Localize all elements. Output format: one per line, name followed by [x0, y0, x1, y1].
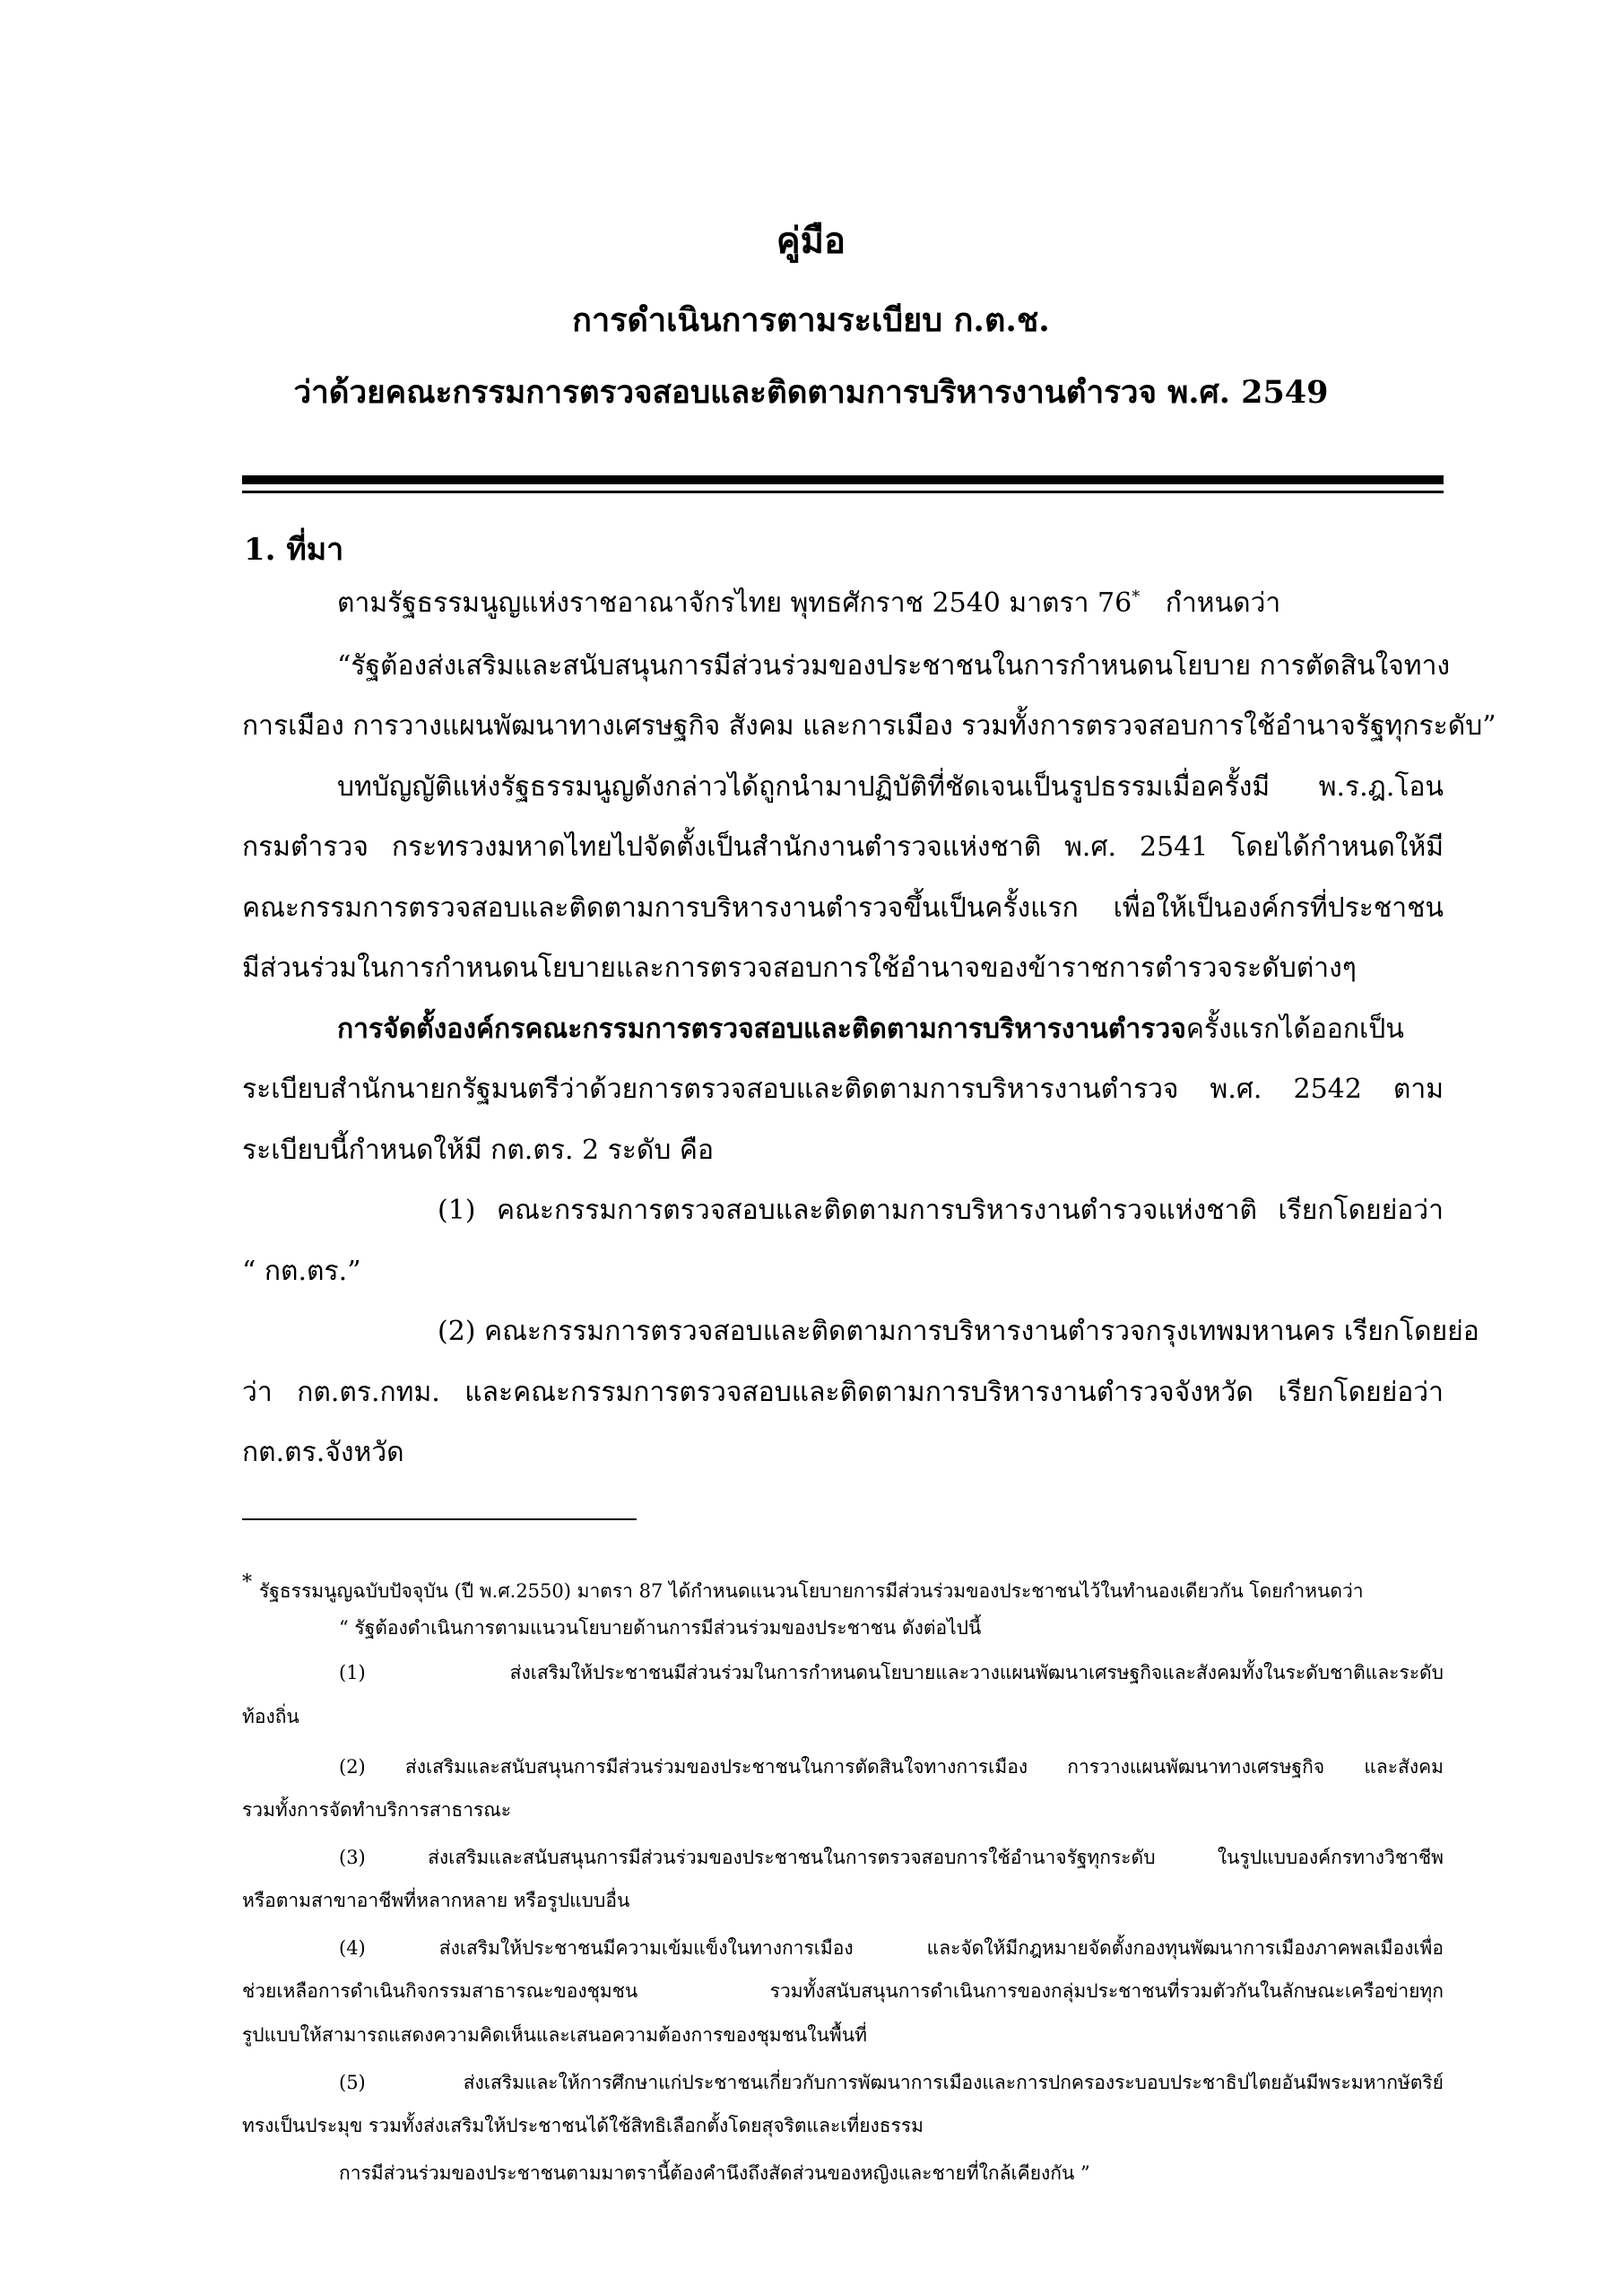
footnote-separator [242, 1518, 637, 1520]
footnote-mark: * [242, 1571, 252, 1594]
paragraph-line: “ กต.ตร.” [242, 1256, 361, 1287]
line-text: “รัฐต้องส่งเสริมและสนับสนุนการมีส่วนร่วมของประชาชนในการกำหนดนโยบาย การตัดสินใจทาง [337, 650, 1451, 682]
footnote-line [339, 1753, 1444, 1780]
paragraph-line: ว่า กต.ตร.กทม. และคณะกรรมการตรวจสอบและติดตามการบริหารงานตำรวจจังหวัด เรียกโดยย่อว่า [242, 1377, 1444, 1408]
footnote-line [339, 2069, 1444, 2096]
line-text: (4) ส่งเสริมให้ประชาชนมีความเข้มแข็งในทางการเมือง และจัดให้มีกฎหมายจัดตั้งกองทุนพัฒนาการเมืองภาคพลเมืองเพื่อ [339, 1937, 1444, 1959]
line-text: (2) ส่งเสริมและสนับสนุนการมีส่วนร่วมของประชาชนในการตัดสินใจทางการเมือง การวางแผนพัฒนาทางเศรษฐกิจ และสังคม [339, 1756, 1444, 1778]
footnote-line [339, 1844, 1444, 1871]
paragraph-line: การเมือง การวางแผนพัฒนาทางเศรษฐกิจ สังคม และการเมือง รวมทั้งการตรวจสอบการใช้อำนาจรัฐทุกระดับ” [242, 710, 1496, 742]
paragraph-line [337, 648, 1451, 684]
paragraph-line: กต.ตร.จังหวัด [242, 1437, 404, 1468]
list-item [438, 1193, 1444, 1229]
footnote-line: รูปแบบให้สามารถแสดงความคิดเห็นและเสนอความต้องการของชุมชนในพื้นที่ [242, 2024, 867, 2046]
line-text: (5) ส่งเสริมและให้การศึกษาแก่ประชาชนเกี่ยวกับการพัฒนาการเมืองและการปกครองระบอบประชาธิปไตยอันมีพระมหากษัตริย์ [339, 2072, 1444, 2093]
line-text: รัฐธรรมนูญฉบับปัจจุบัน (ปี พ.ศ.2550) มาตรา 87 ได้กำหนดแนวนโยบายการมีส่วนร่วมของประชาชนไว้ในทำนองเดียวกัน โดยกำหนดว่า [259, 1580, 1364, 1602]
document-title: คู่มือ [776, 220, 846, 262]
footnote-line [339, 1935, 1444, 1961]
document-subtitle: การดำเนินการตามระเบียบ ก.ต.ช. [572, 301, 1050, 339]
paragraph-line [337, 770, 1444, 805]
paragraph-line: คณะกรรมการตรวจสอบและติดตามการบริหารงานตำรวจขึ้นเป็นครั้งแรก เพื่อให้เป็นองค์กรที่ประชาชน [242, 892, 1444, 924]
line-text: กำหนดว่า [1165, 587, 1281, 619]
footnote-line: รวมทั้งการจัดทำบริการสาธารณะ [242, 1799, 512, 1821]
header-rule-thin [242, 491, 1444, 493]
footnote-line [242, 1570, 1453, 1605]
section-heading: 1. ที่มา [244, 532, 344, 568]
line-text: ครั้งแรกได้ออกเป็น [1185, 1013, 1404, 1045]
footnote-line: การมีส่วนร่วมของประชาชนตามมาตรานี้ต้องคำนึงถึงสัดส่วนของหญิงและชายที่ใกล้เคียงกัน ” [339, 2162, 1090, 2184]
paragraph-line: มีส่วนร่วมในการกำหนดนโยบายและการตรวจสอบการใช้อำนาจของข้าราชการตำรวจระดับต่างๆ [242, 952, 1357, 984]
line-text: บทบัญญัติแห่งรัฐธรรมนูญดังกล่าวได้ถูกนำมาปฏิบัติที่ชัดเจนเป็นรูปธรรมเมื่อครั้งมี พ.ร.ฎ.โอน [337, 771, 1444, 803]
document-subtitle-2: ว่าด้วยคณะกรรมการตรวจสอบและติดตามการบริหารงานตำรวจ พ.ศ. 2549 [293, 374, 1329, 411]
bold-phrase: การจัดตั้งองค์กรคณะกรรมการตรวจสอบและติดตามการบริหารงานตำรวจ [337, 1013, 1186, 1045]
paragraph-line: กรมตำรวจ กระทรวงมหาดไทยไปจัดตั้งเป็นสำนักงานตำรวจแห่งชาติ พ.ศ. 2541 โดยได้กำหนดให้มี [242, 831, 1444, 863]
line-text: (1) ส่งเสริมให้ประชาชนมีส่วนร่วมในการกำหนดนโยบายและวางแผนพัฒนาเศรษฐกิจและสังคมทั้งในระดับชาติและระดับ [339, 1662, 1444, 1683]
paragraph-line [337, 1012, 1444, 1048]
footnote-line: ท้องถิ่น [242, 1706, 299, 1727]
line-text: (2) คณะกรรมการตรวจสอบและติดตามการบริหารงานตำรวจกรุงเทพมหานคร เรียกโดยย่อ [438, 1316, 1479, 1347]
list-item [438, 1314, 1479, 1350]
footnote-line: ทรงเป็นประมุข รวมทั้งส่งเสริมให้ประชาชนได้ใช้สิทธิเลือกตั้งโดยสุจริตและเที่ยงธรรม [242, 2115, 924, 2136]
footnote-line: ช่วยเหลือการดำเนินกิจกรรมสาธารณะของชุมชน รวมทั้งสนับสนุนการดำเนินการของกลุ่มประชาชนที่รวมตัวกันในลักษณะเครือข่ายทุก [242, 1980, 1444, 2002]
line-text: (1) คณะกรรมการตรวจสอบและติดตามการบริหารงานตำรวจแห่งชาติ เรียกโดยย่อว่า [438, 1195, 1444, 1226]
header-rule-thick [242, 475, 1444, 484]
paragraph-line: ระเบียบนี้กำหนดให้มี กต.ตร. 2 ระดับ คือ [242, 1135, 715, 1166]
paragraph-line [242, 586, 1539, 622]
paragraph-line: ระเบียบสำนักนายกรัฐมนตรีว่าด้วยการตรวจสอบและติดตามการบริหารงานตำรวจ พ.ศ. 2542 ตาม [242, 1074, 1444, 1105]
footnote-reference: * [1132, 587, 1141, 606]
footnote-line: “ รัฐต้องดำเนินการตามแนวนโยบายด้านการมีส่วนร่วมของประชาชน ดังต่อไปนี้ [339, 1617, 982, 1639]
footnote-line [339, 1659, 1444, 1686]
line-text: ตามรัฐธรรมนูญแห่งราชอาณาจักรไทย พุทธศักราช 2540 มาตรา 76 [337, 587, 1132, 619]
footnote-line: หรือตามสาขาอาชีพที่หลากหลาย หรือรูปแบบอื่น [242, 1890, 630, 1911]
line-text: (3) ส่งเสริมและสนับสนุนการมีส่วนร่วมของประชาชนในการตรวจสอบการใช้อำนาจรัฐทุกระดับ ในรูปแบบองค์กรทางวิชาชีพ [339, 1847, 1444, 1868]
